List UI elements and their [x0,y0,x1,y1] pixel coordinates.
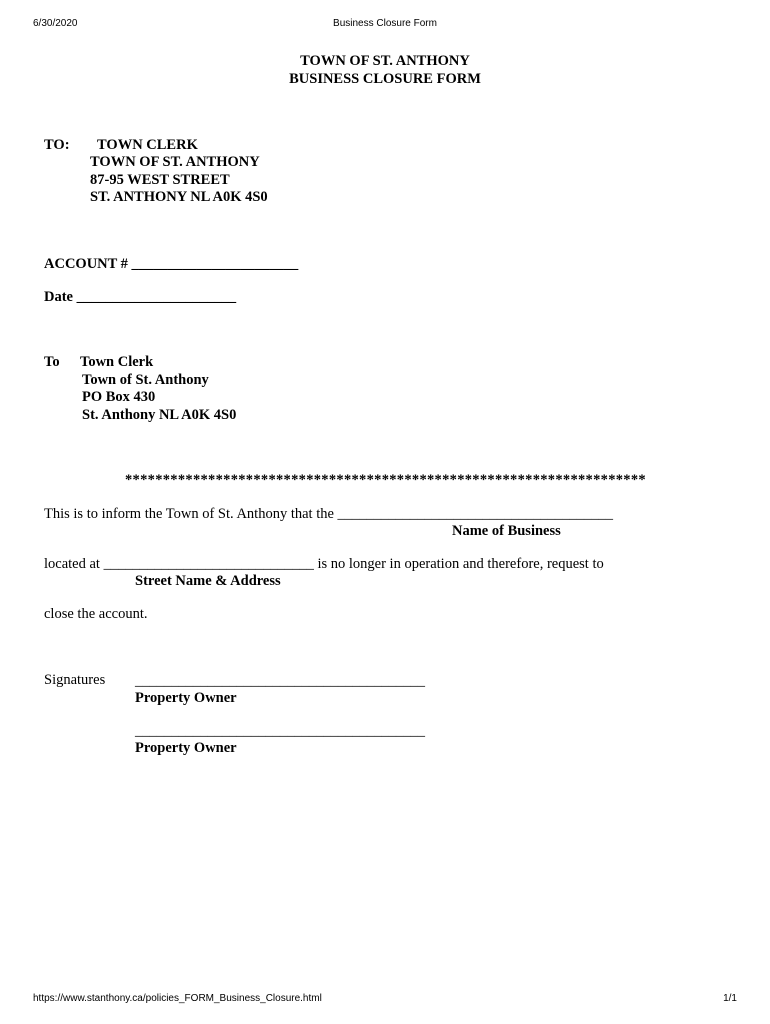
account-number-field: ACCOUNT # _______________________ [44,256,299,272]
signature-line: ________________________________________ [135,723,425,739]
signatures-label: Signatures [44,672,106,688]
business-name-caption: Name of Business [452,523,561,539]
print-page-title: Business Closure Form [333,18,437,29]
to2-address-line: St. Anthony NL A0K 4S0 [82,407,237,423]
to-address-line: ST. ANTHONY NL A0K 4S0 [90,189,268,205]
form-title-line1: TOWN OF ST. ANTHONY [300,53,470,69]
street-address-caption: Street Name & Address [135,573,281,589]
date-field: Date ______________________ [44,289,237,305]
signature-line: ________________________________________ [135,673,425,689]
signature-caption: Property Owner [135,740,237,756]
to-label: TO: [44,137,70,153]
to-address-line: TOWN OF ST. ANTHONY [90,154,260,170]
print-date: 6/30/2020 [33,18,78,29]
form-title-line2: BUSINESS CLOSURE FORM [289,71,481,87]
to-address-line: TOWN CLERK [97,137,198,153]
inform-statement: This is to inform the Town of St. Anthony that the ______________________________________ [44,506,614,522]
located-statement: located at _____________________________ is no longer in operation and therefore, request to [44,556,604,572]
signature-caption: Property Owner [135,690,237,706]
print-url: https://www.stanthony.ca/policies_FORM_Business_Closure.html [33,993,322,1004]
to2-address-line: PO Box 430 [82,389,156,405]
to-address-line: 87-95 WEST STREET [90,172,230,188]
close-account-text: close the account. [44,606,148,622]
separator-stars: ********************************************************************* [125,472,646,488]
to2-label: To [44,354,60,370]
to2-address-line: Town Clerk [80,354,154,370]
to2-address-line: Town of St. Anthony [82,372,209,388]
print-page-count: 1/1 [723,993,737,1004]
